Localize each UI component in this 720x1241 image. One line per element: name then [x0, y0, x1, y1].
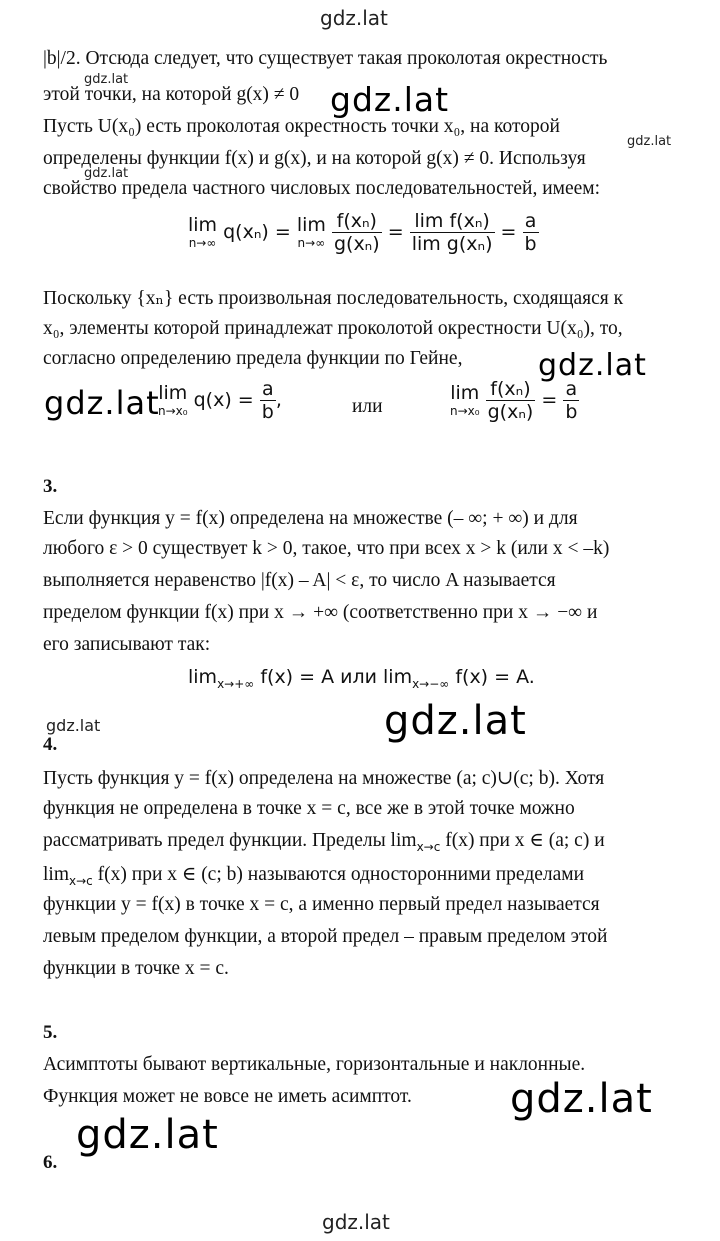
watermark-top: gdz.lat [320, 6, 388, 30]
watermark-big: gdz.lat [510, 1076, 653, 1122]
text-line: пределом функции f(x) при x → +∞ (соответственно при x → −∞ и [43, 602, 598, 623]
watermark-big: gdz.lat [76, 1112, 219, 1158]
text-line: Если функция y = f(x) определена на множестве (– ∞; + ∞) и для [43, 508, 578, 529]
text-line: Функция может не вовсе не иметь асимптот. [43, 1086, 412, 1107]
section-heading: 6. [43, 1152, 58, 1173]
watermark-big: gdz.lat [538, 348, 647, 383]
text-line: определены функции f(x) и g(x), и на которой g(x) ≠ 0. Используя [43, 148, 586, 169]
text-line: Поскольку {xₙ} есть произвольная последовательность, сходящаяся к [43, 288, 624, 309]
formula-or: или [352, 396, 383, 417]
text-line: функция не определена в точке x = c, все же в этой точке можно [43, 798, 575, 819]
text-line: функции в точке x = c. [43, 958, 229, 979]
formula-limit-quotient: lim n→∞ q(xₙ) = lim n→∞ $\frac{\text{f(xₙ)}}{\text{g(xₙ)}}$ = $\frac{\text{lim f(xₙ)}}{\text{lim g(xₙ)}}$ = $\frac{a}{b}$ [188, 210, 537, 255]
watermark-bottom: gdz.lat [322, 1210, 390, 1234]
text-line: функции y = f(x) в точке x = c, а именно первый предел называется [43, 894, 600, 915]
watermark-big: gdz.lat [384, 698, 527, 744]
watermark-big: gdz.lat [44, 384, 160, 422]
section-heading: 5. [43, 1022, 58, 1043]
text-line: рассматривать предел функции. Пределы $\lim_{x\to c} f(x)$ при x ∈ (a; c) и [43, 830, 605, 854]
section-heading: 3. [43, 476, 58, 497]
watermark-small: gdz.lat [46, 716, 101, 735]
text-line: Пусть функция y = f(x) определена на множестве (a; c)∪(c; b). Хотя [43, 768, 605, 789]
formula-limit-infinity: $\lim_{x\to+\infty} f(x) = A$ или $\lim_{x\to-\infty} f(x) = A$. [188, 666, 535, 691]
text-line: Пусть U(x₀) есть проколотая окрестность точки x₀, на которой [43, 116, 560, 137]
text-line: любого ε > 0 существует k > 0, такое, что при всех x > k (или x < –k) [43, 538, 610, 559]
text-line: этой точки, на которой g(x) ≠ 0 [43, 84, 300, 105]
watermark-small: gdz.lat [627, 134, 672, 149]
watermark-small: gdz.lat [84, 72, 129, 87]
text-line: выполняется неравенство |f(x) – A| < ε, то число A называется [43, 570, 556, 591]
text-line: свойство предела частного числовых последовательностей, имеем: [43, 178, 601, 199]
formula-limit-heine: lim n→x₀ q(x) = $\frac{a}{b}$ , [158, 378, 282, 423]
text-line: |b|/2. Отсюда следует, что существует такая проколотая окрестность [43, 48, 608, 69]
text-line: согласно определению предела функции по Гейне, [43, 348, 463, 369]
watermark-big: gdz.lat [330, 80, 450, 119]
watermark-small: gdz.lat [84, 166, 129, 181]
text-line: x₀, элементы которой принадлежат проколотой окрестности U(x₀), то, [43, 318, 623, 339]
text-line: его записывают так: [43, 634, 211, 655]
formula-limit-heine-alt: lim n→x₀ $\frac{\text{f(xₙ)}}{\text{g(xₙ)}}$ = $\frac{a}{b}$ [450, 378, 578, 423]
section-heading: 4. [43, 734, 58, 755]
text-line: $\lim_{x\to c} f(x)$ при x ∈ (c; b) называются односторонними пределами [43, 864, 585, 888]
text-line: Асимптоты бывают вертикальные, горизонтальные и наклонные. [43, 1054, 586, 1075]
text-line: левым пределом функции, а второй предел – правым пределом этой [43, 926, 608, 947]
